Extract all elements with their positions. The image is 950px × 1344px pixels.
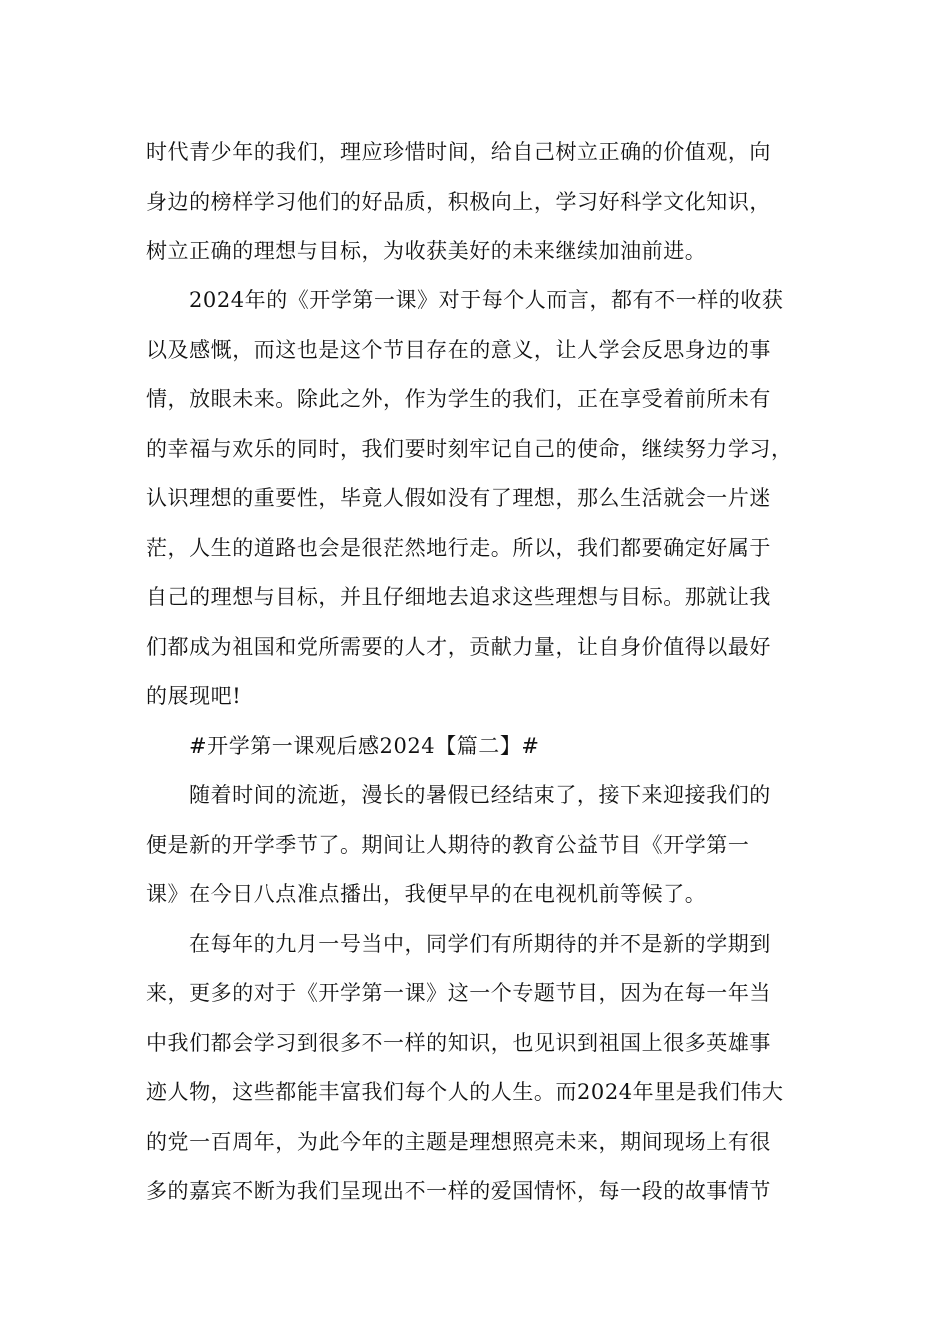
paragraph-first-line: 随着时间的流逝，漫长的暑假已经结束了，接下来迎接我们的 [189,783,771,807]
text-line: 来，更多的对于《开学第一课》这一个专题节目，因为在每一年当 [146,981,771,1005]
text-line: 认识理想的重要性，毕竟人假如没有了理想，那么生活就会一片迷 [146,486,771,510]
text-line: 的幸福与欢乐的同时，我们要时刻牢记自己的使命，继续努力学习， [146,437,793,461]
text-line: 迹人物，这些都能丰富我们每个人的人生。而2024年里是我们伟大 [146,1080,784,1104]
text-line: 便是新的开学季节了。期间让人期待的教育公益节目《开学第一 [146,833,750,857]
text-line: 多的嘉宾不断为我们呈现出不一样的爱国情怀，每一段的故事情节 [146,1179,771,1203]
text-line: 的党一百周年，为此今年的主题是理想照亮未来，期间现场上有很 [146,1130,771,1154]
paragraph-first-line: 2024年的《开学第一课》对于每个人而言，都有不一样的收获 [189,288,784,312]
paragraph-first-line: 在每年的九月一号当中，同学们有所期待的并不是新的学期到 [189,932,771,956]
section-heading: #开学第一课观后感2024【篇二】# [189,734,540,758]
text-line: 时代青少年的我们，理应珍惜时间，给自己树立正确的价值观，向 [146,140,771,164]
text-line: 情，放眼未来。除此之外，作为学生的我们，正在享受着前所未有 [146,387,771,411]
text-line: 的展现吧! [146,684,242,708]
text-line: 茫，人生的道路也会是很茫然地行走。所以，我们都要确定好属于 [146,536,771,560]
text-line: 树立正确的理想与目标，为收获美好的未来继续加油前进。 [146,239,707,263]
text-line: 们都成为祖国和党所需要的人才，贡献力量，让自身价值得以最好 [146,635,771,659]
text-line: 自己的理想与目标，并且仔细地去追求这些理想与目标。那就让我 [146,585,771,609]
text-line: 中我们都会学习到很多不一样的知识，也见识到祖国上很多英雄事 [146,1031,771,1055]
text-line: 身边的榜样学习他们的好品质，积极向上，学习好科学文化知识， [146,190,771,214]
text-line: 以及感慨，而这也是这个节目存在的意义，让人学会反思身边的事 [146,338,771,362]
text-line: 课》在今日八点准点播出，我便早早的在电视机前等候了。 [146,882,707,906]
